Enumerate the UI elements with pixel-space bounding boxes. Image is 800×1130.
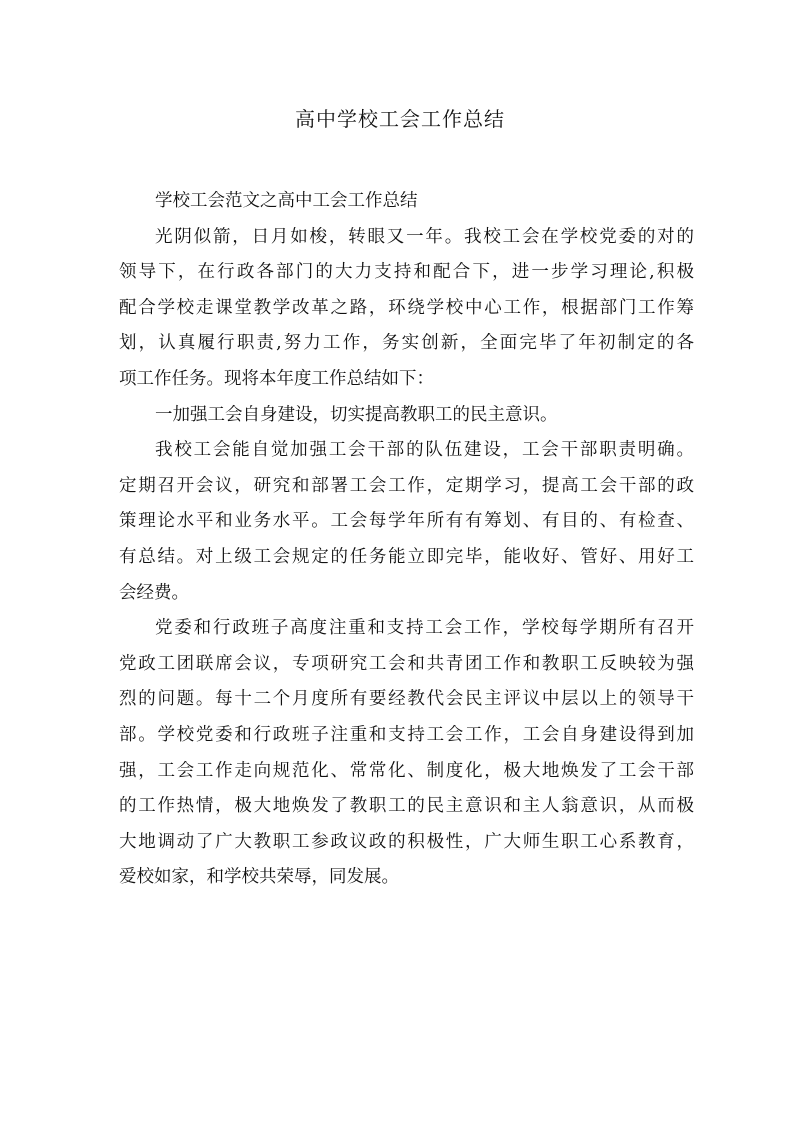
text-line: 光阴似箭，日月如梭，转眼又一年。我校工会在学校党委的对的 [155, 226, 694, 247]
text-line: 党政工团联席会议，专项研究工会和共青团工作和教职工反映较为强 [119, 653, 694, 674]
text-line: 烈的问题。每十二个月度所有要经教代会民主评议中层以上的领导干 [119, 689, 694, 710]
text-line: 有总结。对上级工会规定的任务能立即完毕，能收好、管好、用好工 [119, 546, 694, 567]
text-line: 党委和行政班子高度注重和支持工会工作，学校每学期所有召开 [155, 618, 694, 639]
text-line: 学校工会范文之高中工会工作总结 [155, 191, 418, 211]
text-line: 爱校如家，和学校共荣辱，同发展。 [119, 867, 399, 888]
text-line: 大地调动了广大教职工参政议政的积极性，广大师生职工心系教育， [119, 831, 694, 852]
text-line: 的工作热情，极大地焕发了教职工的民主意识和主人翁意识，从而极 [119, 796, 694, 817]
text-line: 部。学校党委和行政班子注重和支持工会工作，工会自身建设得到加 [119, 724, 694, 745]
document-body [119, 184, 694, 896]
text-line: 划，认真履行职责,努力工作，务实创新，全面完毕了年初制定的各 [119, 333, 694, 354]
text-line: 会经费。 [119, 582, 189, 603]
text-line: 我校工会能自觉加强工会干部的队伍建设，工会干部职责明确。 [155, 440, 694, 461]
text-line: 定期召开会议，研究和部署工会工作，定期学习，提高工会干部的政 [119, 475, 694, 496]
document-title: 高中学校工会工作总结 [295, 107, 505, 131]
text-line: 强，工会工作走向规范化、常常化、制度化，极大地焕发了工会干部 [119, 760, 694, 781]
text-line: 领导下，在行政各部门的大力支持和配合下，进一步学习理论,积极 [119, 262, 694, 283]
text-line: 项工作任务。现将本年度工作总结如下： [119, 368, 434, 389]
text-line: 策理论水平和业务水平。工会每学年所有有筹划、有目的、有检查、 [119, 511, 694, 532]
text-line: 配合学校走课堂教学改革之路，环绕学校中心工作，根据部门工作筹 [119, 297, 694, 318]
text-line: 一加强工会自身建设，切实提高教职工的民主意识。 [155, 404, 558, 425]
